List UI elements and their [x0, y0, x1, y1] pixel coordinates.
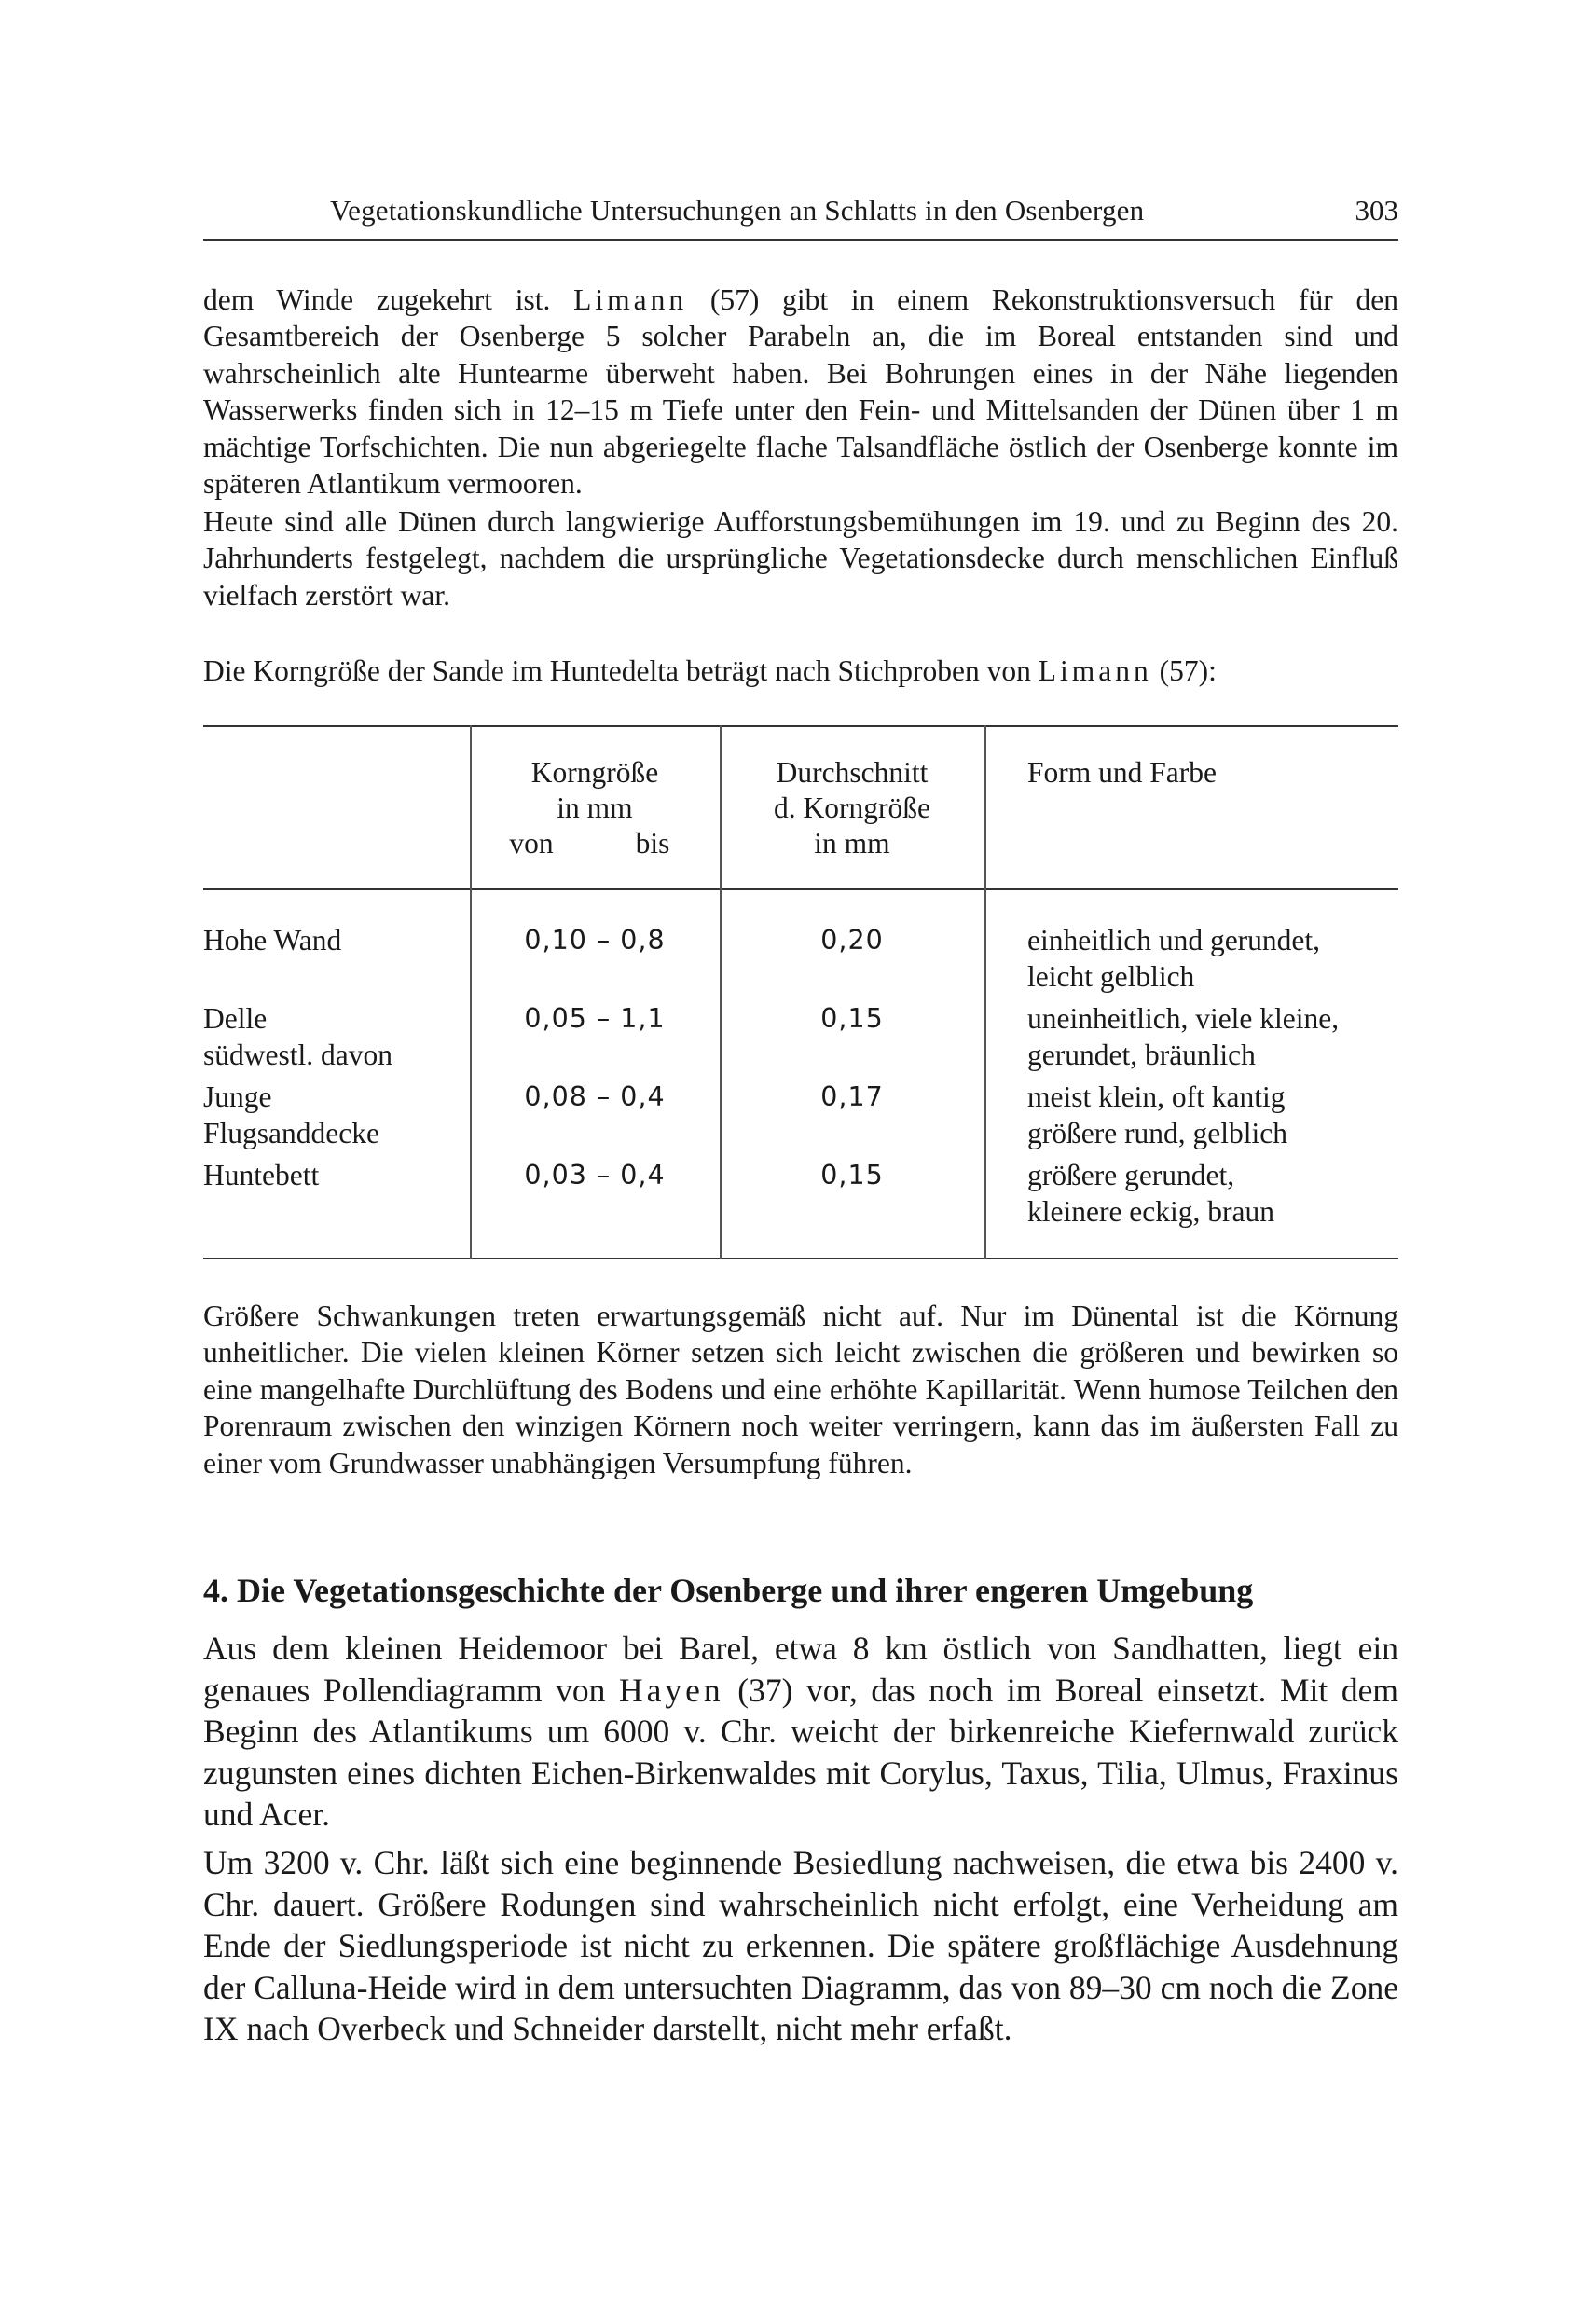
form-line: leicht gelblich	[1027, 960, 1195, 993]
paragraph-settlement: Um 3200 v. Chr. läßt sich eine beginnende Besiedlung nachweisen, die etwa bis 2400 v. Chr. dauert. Größere Rodungen sind wahrscheinlich nicht erfolgt, eine Verheidung am Ende der Siedlungsperiode ist nicht zu erkennen. Die spätere großflächige Ausdehnung der Calluna-Heide wird in dem untersuchten Diagramm, das von 89–30 cm noch die Zone IX nach Overbeck und Schneider darstellt, nicht mehr erfaßt.	[203, 1844, 1398, 2048]
form-line: einheitlich und gerundet,	[1027, 924, 1321, 956]
row-average: 0,17	[820, 1081, 884, 1112]
row-label	[203, 1079, 464, 1151]
header-bis: bis	[635, 827, 670, 860]
table-column-divider	[984, 725, 986, 1259]
section-heading	[203, 1570, 1398, 1611]
header-line: Durchschnitt	[776, 756, 929, 789]
row-average: 0,20	[820, 925, 884, 956]
text-run: (57):	[1151, 654, 1217, 687]
author-name: Hayen	[619, 1671, 724, 1709]
row-grain-range: 0,05 – 1,1	[524, 1003, 666, 1034]
row-grain-range: 0,10 – 0,8	[524, 925, 666, 956]
header-von: von	[509, 827, 554, 860]
section-number: 4.	[203, 1572, 228, 1609]
paragraph-table-intro	[203, 653, 1398, 689]
row-form-color	[1027, 922, 1398, 995]
form-line: größere rund, gelblich	[1027, 1117, 1288, 1149]
page-number: 303	[1355, 194, 1398, 227]
label-line: Hohe Wand	[203, 924, 342, 956]
running-header	[203, 190, 1398, 241]
header-line: in mm	[814, 827, 890, 860]
text-run: dem Winde zugekehrt ist.	[203, 283, 574, 316]
paragraph-afforestation: Heute sind alle Dünen durch langwierige Aufforstungsbemühungen im 19. und zu Beginn des 20. Jahrhunderts festgelegt, nachdem die ursprüngliche Vegetationsdecke durch menschlichen Einfluß vielfach zerstört war.	[203, 505, 1398, 612]
form-line: größere gerundet,	[1027, 1159, 1235, 1191]
header-line: Form und Farbe	[1027, 756, 1217, 789]
row-form-color	[1027, 1157, 1398, 1230]
paragraph-pollen-diagram	[203, 1628, 1398, 1836]
form-line: gerundet, bräunlich	[1027, 1039, 1256, 1071]
row-form-color	[1027, 1079, 1398, 1151]
form-line: uneinheitlich, viele kleine,	[1027, 1002, 1340, 1035]
form-line: meist klein, oft kantig	[1027, 1080, 1286, 1113]
column-header-form-color	[1027, 755, 1382, 791]
row-form-color	[1027, 1000, 1398, 1073]
form-line: kleinere eckig, braun	[1027, 1195, 1274, 1228]
table-header-rule	[203, 888, 1398, 890]
row-grain-range: 0,08 – 0,4	[524, 1081, 666, 1112]
row-average: 0,15	[820, 1160, 884, 1190]
header-line: d. Korngröße	[774, 791, 930, 824]
label-line: Flugsanddecke	[203, 1117, 379, 1149]
grain-size-table	[203, 725, 1398, 1259]
author-name: Limann	[573, 283, 688, 316]
header-range-labels	[470, 826, 720, 861]
row-label	[203, 1157, 464, 1193]
paragraph-dunes-origin	[203, 282, 1398, 502]
header-line: in mm	[557, 791, 633, 824]
row-label	[203, 922, 464, 958]
table-bottom-rule	[203, 1258, 1398, 1259]
label-line: südwestl. davon	[203, 1039, 392, 1071]
section-title: Die Vegetationsgeschichte der Osenberge und ihrer engeren Umgebung	[237, 1572, 1254, 1609]
text-run: Aus dem kleinen Heidemoor bei Barel, etwa 8 km östlich von Sandhatten, liegt ein genaues Pollendiagramm von	[203, 1630, 1398, 1709]
row-average: 0,15	[820, 1003, 884, 1034]
table-top-rule	[203, 725, 1398, 727]
text-run: (57) gibt in einem Rekonstruktionsversuch für den Gesamtbereich der Osenberge 5 solcher Parabeln an, die im Boreal entstanden sind und wahrscheinlich alte Huntearme überweht haben. Bei Bohrungen eines in der Nähe liegenden Wasserwerks finden sich in 12–15 m Tiefe unter den Fein- und Mittelsanden der Dünen über 1 m mächtige Torfschichten. Die nun abgeriegelte flache Talsandfläche östlich der Osenberge konnte im späteren Atlantikum vermooren.	[203, 283, 1398, 501]
header-line: Korngröße	[530, 756, 659, 789]
paragraph-grain-variation: Größere Schwankungen treten erwartungsgemäß nicht auf. Nur im Dünental ist die Körnung unheitlicher. Die vielen kleinen Körner setzen sich leicht zwischen die größeren und bewirken so eine mangelhafte Durchlüftung des Bodens und eine erhöhte Kapillarität. Wenn humose Teilchen den Porenraum zwischen den winzigen Körnern noch weiter verringern, kann das im äußersten Fall zu einer vom Grundwasser unabhängigen Versumpfung führen.	[203, 1300, 1398, 1479]
text-run: (37) vor, das noch im Boreal einsetzt. Mit dem Beginn des Atlantikums um 6000 v. Chr. weicht der birkenreiche Kiefernwald zurück zugunsten eines dichten Eichen-Birkenwaldes mit Corylus, Taxus, Tilia, Ulmus, Fraxinus und Acer.	[203, 1671, 1398, 1834]
row-label	[203, 1000, 464, 1073]
label-line: Huntebett	[203, 1159, 320, 1191]
text-run: Die Korngröße der Sande im Huntedelta beträgt nach Stichproben von	[203, 654, 1039, 687]
label-line: Delle	[203, 1002, 268, 1035]
column-header-grain-size	[470, 755, 720, 861]
label-line: Junge	[203, 1080, 272, 1113]
column-header-average	[720, 755, 984, 861]
author-name: Limann	[1038, 654, 1152, 687]
running-title: Vegetationskundliche Untersuchungen an Schlatts in den Osenbergen	[330, 194, 1145, 227]
row-grain-range: 0,03 – 0,4	[524, 1160, 666, 1190]
